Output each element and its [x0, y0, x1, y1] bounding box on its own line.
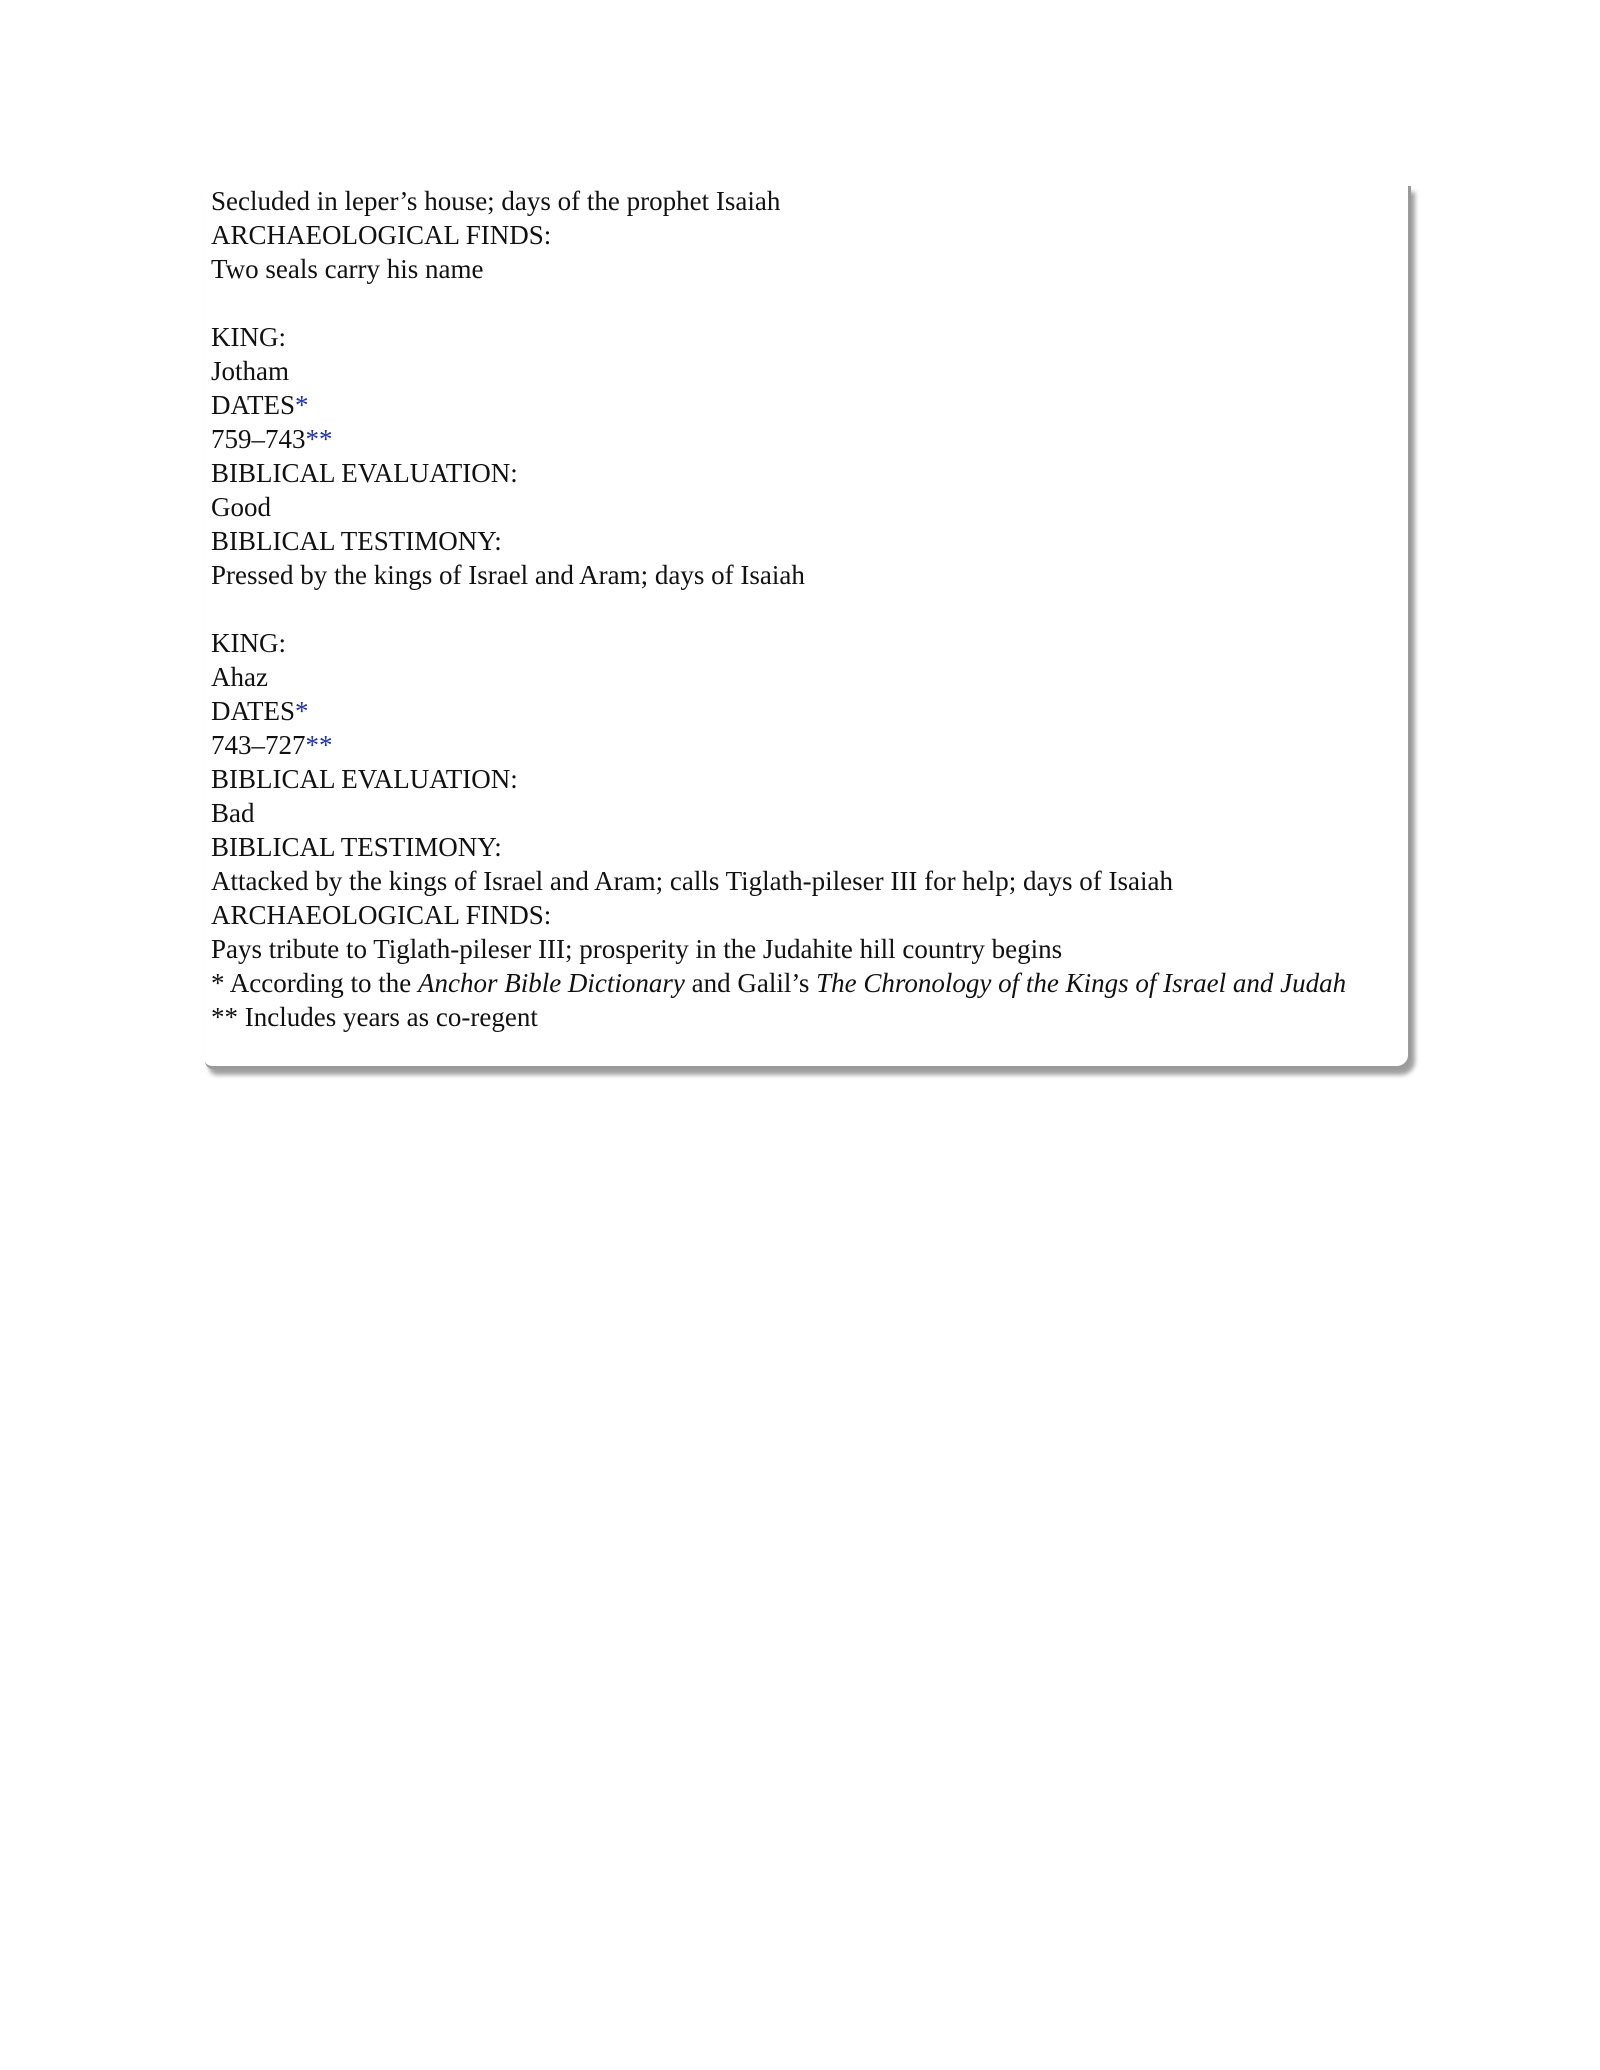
jotham-dates-footnote-mark[interactable]: * [295, 390, 309, 420]
jotham-evaluation: Good [211, 492, 271, 522]
footnote-coregent: ** Includes years as co-regent [211, 1002, 538, 1032]
jotham-king-label: KING: [211, 322, 286, 352]
jotham-dates: 759–743 [211, 424, 306, 454]
jotham-dates-label: DATES [211, 390, 296, 420]
entry-spacer [211, 592, 1391, 626]
footnote-sources-middle: and Galil’s [684, 968, 817, 998]
entry-spacer [211, 286, 1391, 320]
kings-table-content [211, 184, 1391, 1034]
previous-king-archaeological-label: ARCHAEOLOGICAL FINDS: [211, 220, 552, 250]
previous-king-archaeological-finds: Two seals carry his name [211, 254, 484, 284]
ahaz-dates-line [211, 728, 1391, 762]
ahaz-testimony: Attacked by the kings of Israel and Aram; calls Tiglath-pileser III for help; days of Isaiah [211, 866, 1173, 896]
ahaz-testimony-label: BIBLICAL TESTIMONY: [211, 832, 502, 862]
ahaz-dates-coregent-mark[interactable]: ** [305, 730, 333, 760]
jotham-evaluation-label: BIBLICAL EVALUATION: [211, 458, 518, 488]
anchor-bible-dictionary-title: Anchor Bible Dictionary [417, 968, 685, 998]
footnote-sources-prefix: * According to the [211, 968, 418, 998]
jotham-testimony-label: BIBLICAL TESTIMONY: [211, 526, 502, 556]
ahaz-dates-label-line [211, 694, 1391, 728]
ahaz-evaluation-label: BIBLICAL EVALUATION: [211, 764, 518, 794]
footnote-sources [211, 966, 1391, 1000]
ahaz-dates-footnote-mark[interactable]: * [295, 696, 309, 726]
jotham-dates-line [211, 422, 1391, 456]
ahaz-evaluation: Bad [211, 798, 255, 828]
jotham-king-name: Jotham [211, 356, 289, 386]
jotham-testimony: Pressed by the kings of Israel and Aram; days of Isaiah [211, 560, 805, 590]
chronology-book-title: The Chronology of the Kings of Israel and Judah [816, 968, 1347, 998]
ahaz-king-name: Ahaz [211, 662, 268, 692]
jotham-dates-label-line [211, 388, 1391, 422]
ahaz-dates: 743–727 [211, 730, 306, 760]
ahaz-king-label: KING: [211, 628, 286, 658]
ahaz-archaeological-finds: Pays tribute to Tiglath-pileser III; prosperity in the Judahite hill country begins [211, 934, 1063, 964]
previous-king-testimony: Secluded in leper’s house; days of the prophet Isaiah [211, 186, 781, 216]
ahaz-dates-label: DATES [211, 696, 296, 726]
ahaz-archaeological-label: ARCHAEOLOGICAL FINDS: [211, 900, 552, 930]
jotham-dates-coregent-mark[interactable]: ** [305, 424, 333, 454]
